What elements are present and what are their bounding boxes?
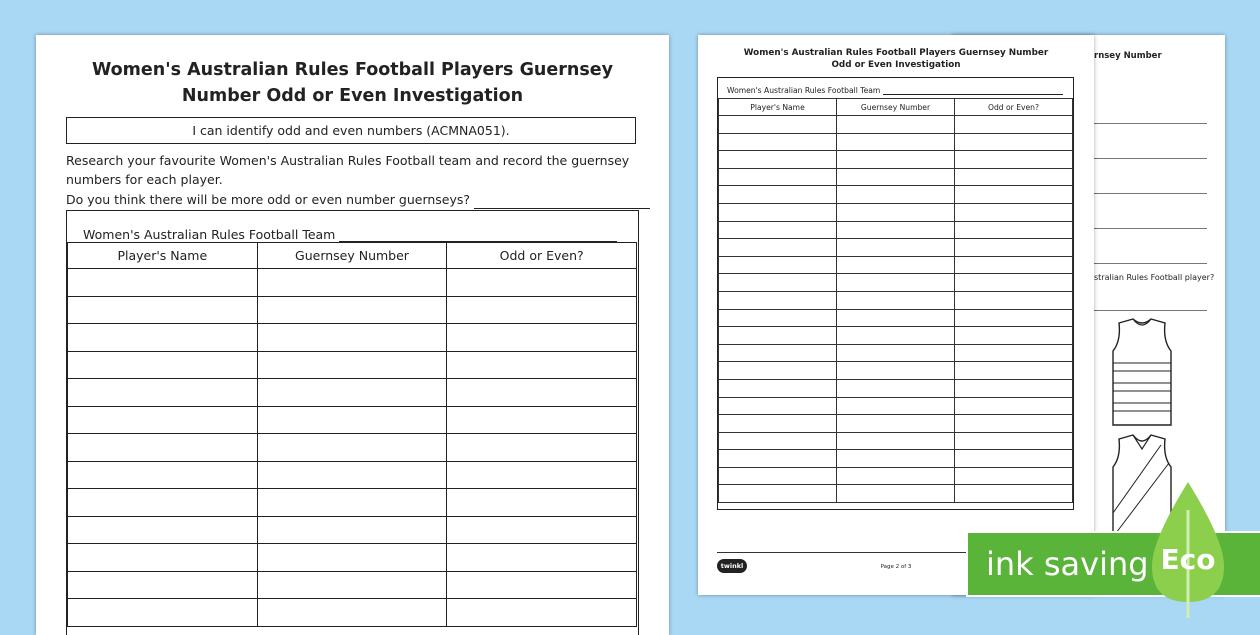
guernsey-number-cell[interactable] — [837, 116, 955, 134]
instructions-text: Research your favourite Women's Australian Rules Football team and record the guernsey numbers for each player. — [66, 153, 630, 187]
table-row — [68, 269, 637, 297]
odd-or-even-cell[interactable] — [447, 516, 637, 544]
question-fragment: stralian Rules Football player? — [1094, 273, 1215, 282]
table-row — [719, 432, 1073, 450]
player-name-cell[interactable] — [719, 309, 837, 327]
odd-or-even-cell[interactable] — [447, 351, 637, 379]
player-name-cell[interactable] — [68, 461, 258, 489]
guernsey-number-cell[interactable] — [837, 151, 955, 169]
odd-or-even-cell[interactable] — [955, 467, 1073, 485]
odd-or-even-cell[interactable] — [955, 362, 1073, 380]
guernsey-number-cell[interactable] — [257, 269, 447, 297]
column-header-guernsey-number: Guernsey Number — [257, 243, 447, 269]
odd-or-even-cell[interactable] — [447, 571, 637, 599]
guernsey-number-cell[interactable] — [257, 406, 447, 434]
column-header-player-name: Player's Name — [719, 99, 837, 116]
page-title — [36, 57, 669, 109]
table-row — [719, 450, 1073, 468]
player-name-cell[interactable] — [719, 327, 837, 345]
table-row — [719, 116, 1073, 134]
guernsey-number-cell[interactable] — [837, 274, 955, 292]
answer-line — [1094, 123, 1207, 124]
player-name-cell[interactable] — [719, 415, 837, 433]
player-name-cell[interactable] — [719, 450, 837, 468]
table-row — [68, 461, 637, 489]
table-row — [719, 379, 1073, 397]
title-line-2: Odd or Even Investigation — [831, 60, 961, 70]
odd-or-even-cell[interactable] — [447, 599, 637, 627]
table-row — [68, 406, 637, 434]
table-row — [68, 516, 637, 544]
guernsey-number-cell[interactable] — [257, 544, 447, 572]
odd-or-even-cell[interactable] — [955, 309, 1073, 327]
player-name-cell[interactable] — [719, 168, 837, 186]
table-row — [68, 324, 637, 352]
odd-or-even-cell[interactable] — [955, 256, 1073, 274]
guernsey-number-cell[interactable] — [837, 344, 955, 362]
player-name-cell[interactable] — [719, 151, 837, 169]
page-title-fragment: rnsey Number — [1094, 51, 1162, 61]
record-table-box — [66, 210, 639, 635]
odd-or-even-cell[interactable] — [955, 397, 1073, 415]
guernsey-number-cell[interactable] — [837, 327, 955, 345]
odd-or-even-cell[interactable] — [955, 432, 1073, 450]
striped-jersey-icon — [1109, 317, 1175, 429]
odd-or-even-cell[interactable] — [955, 485, 1073, 503]
table-row — [719, 186, 1073, 204]
table-row — [719, 362, 1073, 380]
answer-line — [1094, 263, 1207, 264]
guernsey-number-cell[interactable] — [837, 362, 955, 380]
player-name-cell[interactable] — [68, 434, 258, 462]
worksheet-page-1 — [36, 35, 669, 635]
odd-or-even-cell[interactable] — [955, 186, 1073, 204]
guernsey-number-cell[interactable] — [837, 397, 955, 415]
guernsey-number-cell[interactable] — [257, 351, 447, 379]
odd-or-even-cell[interactable] — [955, 133, 1073, 151]
title-line-1: Women's Australian Rules Football Players Guernsey Number — [743, 48, 1049, 58]
odd-or-even-cell[interactable] — [955, 327, 1073, 345]
player-name-cell[interactable] — [68, 489, 258, 517]
odd-or-even-cell[interactable] — [447, 324, 637, 352]
answer-line — [1094, 228, 1207, 229]
guernsey-number-cell[interactable] — [257, 571, 447, 599]
table-row — [68, 544, 637, 572]
guernsey-number-cell[interactable] — [837, 291, 955, 309]
player-name-cell[interactable] — [719, 467, 837, 485]
odd-or-even-cell[interactable] — [955, 116, 1073, 134]
column-header-odd-or-even: Odd or Even? — [955, 99, 1073, 116]
odd-or-even-cell[interactable] — [447, 434, 637, 462]
player-name-cell[interactable] — [719, 379, 837, 397]
player-name-cell[interactable] — [68, 516, 258, 544]
record-table — [718, 98, 1073, 503]
player-name-cell[interactable] — [68, 296, 258, 324]
table-row — [719, 133, 1073, 151]
guernsey-number-cell[interactable] — [257, 379, 447, 407]
odd-or-even-cell[interactable] — [955, 274, 1073, 292]
player-name-cell[interactable] — [719, 344, 837, 362]
table-row — [68, 379, 637, 407]
twinkl-logo: twinkl — [717, 559, 747, 573]
player-name-cell[interactable] — [719, 432, 837, 450]
table-row — [719, 221, 1073, 239]
page-title — [698, 47, 1094, 71]
player-name-cell[interactable] — [719, 274, 837, 292]
odd-or-even-cell[interactable] — [447, 544, 637, 572]
table-row — [719, 168, 1073, 186]
player-name-cell[interactable] — [68, 269, 258, 297]
guernsey-number-cell[interactable] — [837, 186, 955, 204]
guernsey-number-cell[interactable] — [837, 203, 955, 221]
column-header-player-name: Player's Name — [68, 243, 258, 269]
team-label: Women's Australian Rules Football Team — [727, 86, 881, 95]
guernsey-number-cell[interactable] — [257, 324, 447, 352]
table-row — [719, 256, 1073, 274]
guernsey-number-cell[interactable] — [257, 516, 447, 544]
player-name-cell[interactable] — [719, 203, 837, 221]
odd-or-even-cell[interactable] — [955, 344, 1073, 362]
table-row — [719, 344, 1073, 362]
guernsey-number-cell[interactable] — [257, 599, 447, 627]
question-text: Do you think there will be more odd or even number guernseys? — [66, 192, 471, 207]
eco-label: Eco — [1160, 543, 1216, 576]
odd-or-even-cell[interactable] — [955, 450, 1073, 468]
player-name-cell[interactable] — [68, 406, 258, 434]
table-row — [719, 467, 1073, 485]
table-row — [719, 239, 1073, 257]
player-name-cell[interactable] — [719, 256, 837, 274]
table-row — [68, 351, 637, 379]
answer-line — [1094, 158, 1207, 159]
player-name-cell[interactable] — [719, 291, 837, 309]
guernsey-number-cell[interactable] — [837, 485, 955, 503]
odd-or-even-cell[interactable] — [447, 296, 637, 324]
guernsey-number-cell[interactable] — [837, 432, 955, 450]
team-label: Women's Australian Rules Football Team — [83, 227, 336, 242]
player-name-cell[interactable] — [68, 544, 258, 572]
table-row — [719, 309, 1073, 327]
player-name-cell[interactable] — [68, 571, 258, 599]
player-name-cell[interactable] — [719, 362, 837, 380]
learning-objective-box: I can identify odd and even numbers (ACMNA051). — [66, 117, 636, 144]
odd-or-even-cell[interactable] — [955, 291, 1073, 309]
guernsey-number-cell[interactable] — [837, 467, 955, 485]
player-name-cell[interactable] — [719, 133, 837, 151]
odd-or-even-cell[interactable] — [955, 239, 1073, 257]
odd-or-even-cell[interactable] — [447, 269, 637, 297]
answer-line — [1094, 193, 1207, 194]
player-name-cell[interactable] — [719, 485, 837, 503]
player-name-cell[interactable] — [719, 116, 837, 134]
odd-or-even-cell[interactable] — [955, 203, 1073, 221]
guernsey-number-cell[interactable] — [837, 133, 955, 151]
table-row — [719, 415, 1073, 433]
table-row — [68, 296, 637, 324]
prediction-question — [66, 190, 641, 209]
odd-or-even-cell[interactable] — [447, 406, 637, 434]
title-line-1: Women's Australian Rules Football Players Guernsey — [91, 60, 614, 80]
player-name-cell[interactable] — [719, 221, 837, 239]
table-row — [68, 571, 637, 599]
prediction-answer-blank[interactable] — [474, 208, 650, 209]
guernsey-number-cell[interactable] — [837, 168, 955, 186]
eco-leaf-icon — [1150, 480, 1226, 624]
header-row — [719, 99, 1073, 116]
title-line-2: Number Odd or Even Investigation — [181, 86, 524, 106]
player-name-cell[interactable] — [68, 599, 258, 627]
table-row — [68, 434, 637, 462]
table-row — [719, 291, 1073, 309]
column-header-guernsey-number: Guernsey Number — [837, 99, 955, 116]
table-row — [719, 397, 1073, 415]
odd-or-even-cell[interactable] — [447, 379, 637, 407]
worksheet-page-2 — [698, 35, 1094, 595]
odd-or-even-cell[interactable] — [955, 221, 1073, 239]
guernsey-number-cell[interactable] — [257, 461, 447, 489]
odd-or-even-cell[interactable] — [955, 415, 1073, 433]
odd-or-even-cell[interactable] — [955, 168, 1073, 186]
table-row — [719, 485, 1073, 503]
answer-line — [1094, 310, 1207, 311]
player-name-cell[interactable] — [68, 324, 258, 352]
player-name-cell[interactable] — [719, 397, 837, 415]
player-name-cell[interactable] — [719, 186, 837, 204]
guernsey-number-cell[interactable] — [837, 415, 955, 433]
guernsey-number-cell[interactable] — [257, 434, 447, 462]
team-name-blank[interactable] — [883, 94, 1063, 95]
team-name-line — [83, 227, 617, 242]
odd-or-even-cell[interactable] — [955, 151, 1073, 169]
odd-or-even-cell[interactable] — [447, 461, 637, 489]
table-row — [68, 599, 637, 627]
ink-saving-label: ink saving — [986, 545, 1149, 583]
team-name-line — [727, 86, 1063, 95]
guernsey-number-cell[interactable] — [837, 309, 955, 327]
odd-or-even-cell[interactable] — [447, 489, 637, 517]
player-name-cell[interactable] — [68, 351, 258, 379]
column-header-odd-or-even: Odd or Even? — [447, 243, 637, 269]
guernsey-number-cell[interactable] — [837, 379, 955, 397]
table-row — [68, 489, 637, 517]
header-row — [68, 243, 637, 269]
player-name-cell[interactable] — [68, 379, 258, 407]
record-table-box — [717, 77, 1074, 510]
table-row — [719, 203, 1073, 221]
guernsey-number-cell[interactable] — [837, 239, 955, 257]
player-name-cell[interactable] — [719, 239, 837, 257]
table-row — [719, 151, 1073, 169]
record-table — [67, 242, 637, 627]
table-row — [719, 327, 1073, 345]
page-number: Page 2 of 3 — [880, 564, 912, 570]
guernsey-number-cell[interactable] — [837, 450, 955, 468]
guernsey-number-cell[interactable] — [257, 489, 447, 517]
guernsey-number-cell[interactable] — [837, 256, 955, 274]
table-row — [719, 274, 1073, 292]
odd-or-even-cell[interactable] — [955, 379, 1073, 397]
guernsey-number-cell[interactable] — [257, 296, 447, 324]
guernsey-number-cell[interactable] — [837, 221, 955, 239]
